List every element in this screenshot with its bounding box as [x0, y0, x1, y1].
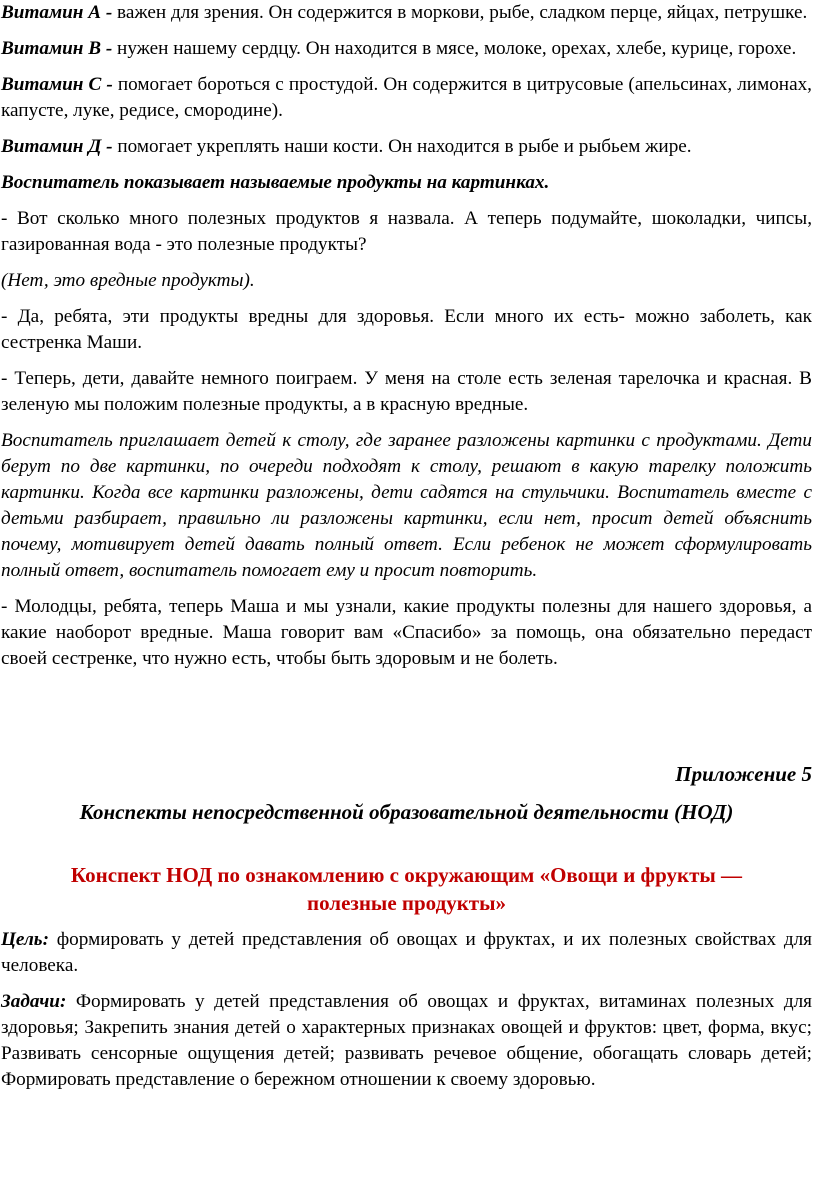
paragraph-answer: (Нет, это вредные продукты).	[1, 270, 255, 291]
paragraph-question: - Вот сколько много полезных продуктов я назвала. А теперь подумайте, шоколадки, чипсы, газированная вода - это полезные продукты?	[1, 208, 812, 255]
paragraph-closing: - Молодцы, ребята, теперь Маша и мы узнали, какие продукты полезны для нашего здоровья, а какие наоборот вредные. Маша говорит вам «Спасибо» за помощь, она обязательно передаст своей сестренке, что нужно есть, чтобы быть здоровым и не болеть.	[1, 596, 812, 669]
paragraph-teacher-shows: Воспитатель показывает называемые продукты на картинках.	[1, 172, 550, 193]
vitamin-b-label: Витамин В -	[1, 38, 113, 59]
paragraph-agree: - Да, ребята, эти продукты вредны для здоровья. Если много их есть- можно заболеть, как сестренка Маши.	[1, 306, 812, 353]
vitamin-d-text: помогает укреплять наши кости. Он находится в рыбе и рыбьем жире.	[112, 136, 692, 157]
paragraph-vitamin-c	[1, 72, 812, 124]
appendix-subtitle: Конспекты непосредственной образовательной деятельности (НОД)	[79, 800, 734, 824]
paragraph-game: - Теперь, дети, давайте немного поиграем. У меня на столе есть зеленая тарелочка и красная. В зеленую мы положим полезные продукты, а в красную вредные.	[1, 368, 812, 415]
vitamin-c-label: Витамин С -	[1, 74, 113, 95]
tasks-text: Формировать у детей представления об овощах и фруктах, витаминах полезных для здоровья; Закрепить знания детей о характерных признаках овощей и фруктов: цвет, форма, вкус; Развивать сенсорные ощущения детей; развивать речевое общение, обогащать словарь детей; Формировать представление о бережном отношении к своему здоровью.	[1, 991, 812, 1090]
appendix-label: Приложение 5	[675, 762, 812, 786]
lesson-title-line-2: полезные продукты»	[306, 891, 507, 915]
paragraph-vitamin-b	[1, 36, 812, 62]
vitamin-a-label: Витамин А -	[1, 2, 113, 23]
goal-label: Цель:	[1, 929, 49, 950]
tasks-label: Задачи:	[1, 991, 67, 1012]
paragraph-goal	[1, 927, 812, 979]
vitamin-c-text: помогает бороться с простудой. Он содержится в цитрусовые (апельсинах, лимонах, капусте, луке, редисе, смородине).	[1, 74, 812, 121]
vitamin-d-label: Витамин Д -	[1, 136, 113, 157]
paragraph-vitamin-a	[1, 0, 812, 26]
lesson-title-line-1: Конспект НОД по ознакомлению с окружающим «Овощи и фрукты —	[70, 863, 743, 887]
paragraph-teacher-invites: Воспитатель приглашает детей к столу, где заранее разложены картинки с продуктами. Дети берут по две картинки, по очереди подходят к столу, решают в какую тарелку положить картинки. Когда все картинки разложены, дети садятся на стульчики. Воспитатель вместе с детьми разбирает, правильно ли разложены картинки, если нет, просит детей объяснить почему, мотивирует детей давать полный ответ. Если ребенок не может сформулировать полный ответ, воспитатель помогает ему и просит повторить.	[1, 430, 812, 581]
vitamin-b-text: нужен нашему сердцу. Он находится в мясе, молоке, орехах, хлебе, курице, горохе.	[112, 38, 797, 59]
lesson-title	[1, 861, 812, 917]
goal-text: формировать у детей представления об овощах и фруктах, и их полезных свойствах для человека.	[1, 929, 812, 976]
vitamin-a-text: важен для зрения. Он содержится в моркови, рыбе, сладком перце, яйцах, петрушке.	[112, 2, 808, 23]
paragraph-vitamin-d	[1, 134, 812, 160]
paragraph-tasks	[1, 989, 812, 1093]
